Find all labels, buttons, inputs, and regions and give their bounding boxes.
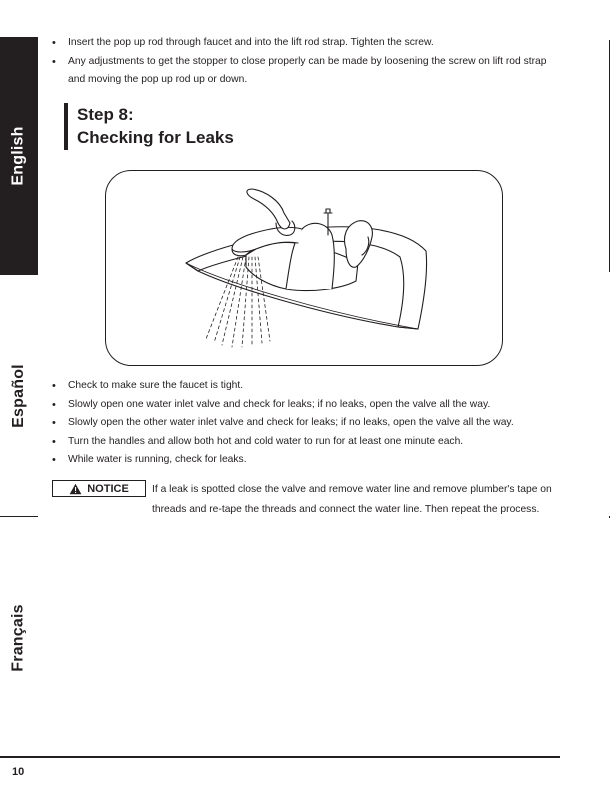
instructions-bottom-list	[52, 377, 562, 470]
instructions-top-list	[52, 34, 562, 90]
step-heading	[77, 103, 234, 149]
step-number: Step 8:	[77, 105, 134, 124]
step-title: Checking for Leaks	[77, 128, 234, 147]
tab-divider	[0, 516, 38, 517]
warning-triangle-icon	[69, 483, 82, 495]
notice-label: NOTICE	[87, 482, 129, 495]
tab-espanol[interactable]	[0, 276, 38, 516]
list-item: • While water is running, check for leaks.	[52, 451, 562, 470]
right-edge-mark	[609, 40, 610, 272]
page-number: 10	[12, 766, 25, 778]
footer-rule	[0, 756, 560, 758]
step-heading-bar	[64, 103, 68, 150]
faucet-illustration	[105, 170, 503, 366]
tab-espanol-label: Español	[10, 364, 28, 428]
right-edge-tick	[609, 516, 610, 518]
list-item: • Check to make sure the faucet is tight.	[52, 377, 562, 396]
tab-english-label: English	[10, 126, 27, 186]
left-handle	[247, 189, 290, 229]
notice-badge	[52, 480, 146, 497]
faucet-drawing	[106, 171, 504, 367]
list-item: • Slowly open one water inlet valve and check for leaks; if no leaks, open the valve all the way.	[52, 396, 562, 415]
list-item: • Turn the handles and allow both hot and cold water to run for at least one minute each.	[52, 433, 562, 452]
list-item: • Insert the pop up rod through faucet and into the lift rod strap. Tighten the screw.	[52, 34, 562, 53]
tab-english[interactable]	[0, 37, 38, 275]
list-item: • Slowly open the other water inlet valve and check for leaks; if no leaks, open the valve all the way.	[52, 414, 562, 433]
tab-francais-label: Français	[10, 604, 28, 672]
tab-francais[interactable]	[0, 518, 38, 758]
list-item: • Any adjustments to get the stopper to close properly can be made by loosening the screw on lift rod strap and moving the pop up rod up or down.	[52, 53, 562, 90]
notice-text: If a leak is spotted close the valve and remove water line and remove plumber's tape on threads and re-tape the threads and connect the water line. Then repeat the process.	[152, 484, 552, 515]
